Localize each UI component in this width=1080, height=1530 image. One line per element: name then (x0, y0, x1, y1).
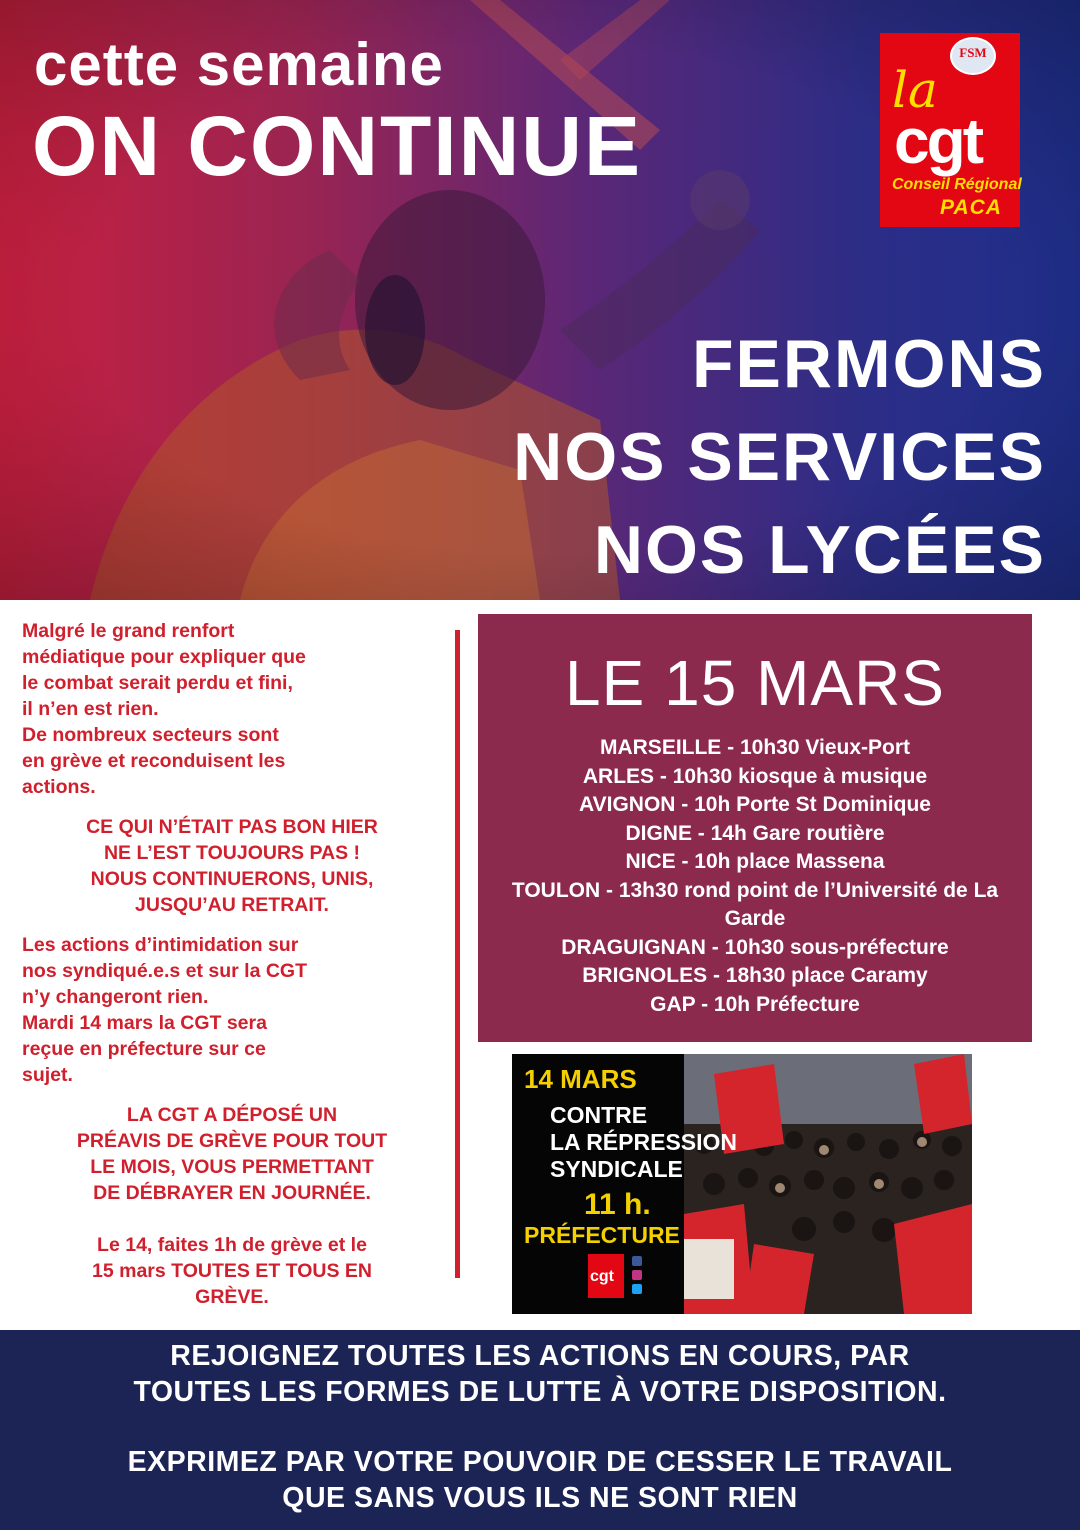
intro-line: en grève et reconduisent les (22, 750, 286, 772)
promo-time: 11 h. (584, 1188, 651, 1221)
promo-line: LA RÉPRESSION (550, 1129, 738, 1155)
event-item: MARSEILLE - 10h30 Vieux-Port (599, 736, 911, 759)
hero-title: ON CONTINUE (32, 99, 642, 193)
cgt-logo (880, 33, 1020, 227)
event-item: DRAGUIGNAN - 10h30 sous-préfecture (561, 935, 949, 959)
para-line: n’y changeront rien. (22, 986, 209, 1008)
caps-line: LA CGT A DÉPOSÉ UN (126, 1104, 338, 1126)
para-line: sujet. (22, 1064, 73, 1086)
promo-image (512, 1054, 972, 1314)
mini-logo-text: cgt (590, 1268, 614, 1285)
footer-banner (0, 1330, 1080, 1530)
slogan (513, 318, 1046, 597)
event-item: DIGNE - 14h Gare routière (625, 821, 885, 845)
footer-block-1 (0, 1338, 1080, 1410)
slogan-line: FERMONS (692, 326, 1046, 402)
para-line: Mardi 14 mars la CGT sera (22, 1012, 267, 1034)
promo-line: CONTRE (550, 1102, 648, 1128)
para-line: Les actions d’intimidation sur (22, 934, 299, 956)
intro-line: le combat serait perdu et fini, (22, 672, 293, 694)
event-list (478, 734, 1032, 1019)
logo-conseil: Conseil Régional (892, 176, 1022, 193)
intro-line: il n’en est rien. (22, 698, 159, 720)
event-item: TOULON - 13h30 rond point de l’Université de La Garde (511, 878, 999, 930)
fsm-label: FSM (959, 45, 987, 60)
para-line: nos syndiqué.e.s et sur la CGT (22, 960, 307, 982)
logo-region: PACA (940, 196, 1002, 219)
intro-line: actions. (22, 776, 96, 798)
hero-banner (0, 0, 1080, 600)
divider-line (455, 630, 460, 1278)
final-line: Le 14, faites 1h de grève et le (97, 1234, 367, 1256)
logo-la: la (892, 61, 938, 119)
facebook-icon (632, 1256, 642, 1266)
promo-line: SYNDICALE (550, 1156, 683, 1182)
caps-line: LE MOIS, VOUS PERMETTANT (90, 1156, 374, 1178)
event-item: BRIGNOLES - 18h30 place Caramy (582, 964, 928, 987)
footer-line: EXPRIMEZ PAR VOTRE POUVOIR DE CESSER LE TRAVAIL (127, 1446, 953, 1478)
final-line: GRÈVE. (195, 1286, 269, 1308)
crowd-photo (684, 1054, 972, 1314)
event-item: GAP - 10h Préfecture (650, 992, 860, 1016)
mini-cgt-logo (588, 1254, 624, 1298)
intro-line: médiatique pour expliquer que (22, 646, 306, 668)
footer-block-2 (0, 1444, 1080, 1516)
para-line: reçue en préfecture sur ce (22, 1038, 266, 1060)
event-item: ARLES - 10h30 kiosque à musique (582, 764, 928, 788)
footer-line: REJOIGNEZ TOUTES LES ACTIONS EN COURS, PAR (170, 1340, 910, 1372)
promo-place: PRÉFECTURE (524, 1222, 680, 1248)
footer-line: TOUTES LES FORMES DE LUTTE À VOTRE DISPOSITION. (133, 1376, 947, 1408)
caps-line: NE L’EST TOUJOURS PAS ! (103, 842, 361, 864)
caps-line: PRÉAVIS DE GRÈVE POUR TOUT (76, 1130, 388, 1152)
event-item: AVIGNON - 10h Porte St Dominique (579, 793, 931, 816)
event-item: NICE - 10h place Massena (625, 850, 885, 873)
promo-lines (550, 1102, 737, 1183)
intro-line: Malgré le grand renfort (22, 620, 235, 642)
slogan-line: NOS LYCÉES (593, 512, 1046, 588)
event-date-heading: LE 15 MARS (565, 647, 945, 719)
promo-date: 14 MARS (524, 1064, 637, 1094)
logo-cgt: cgt (894, 105, 981, 177)
instagram-icon (632, 1270, 642, 1280)
caps-line: NOUS CONTINUERONS, UNIS, (90, 868, 374, 890)
caps-line: CE QUI N’ÉTAIT PAS BON HIER (86, 816, 378, 838)
hero-subtitle: cette semaine (34, 31, 444, 98)
final-line: 15 mars TOUTES ET TOUS EN (92, 1260, 372, 1282)
intro-line: De nombreux secteurs sont (22, 724, 279, 746)
slogan-line: NOS SERVICES (513, 419, 1046, 495)
twitter-icon (632, 1284, 642, 1294)
event-schedule-box (478, 614, 1032, 1042)
caps-line: JUSQU’AU RETRAIT. (135, 894, 329, 916)
footer-line: QUE SANS VOUS ILS NE SONT RIEN (282, 1482, 798, 1514)
left-column-text (22, 618, 442, 1310)
caps-line: DE DÉBRAYER EN JOURNÉE. (93, 1182, 371, 1204)
